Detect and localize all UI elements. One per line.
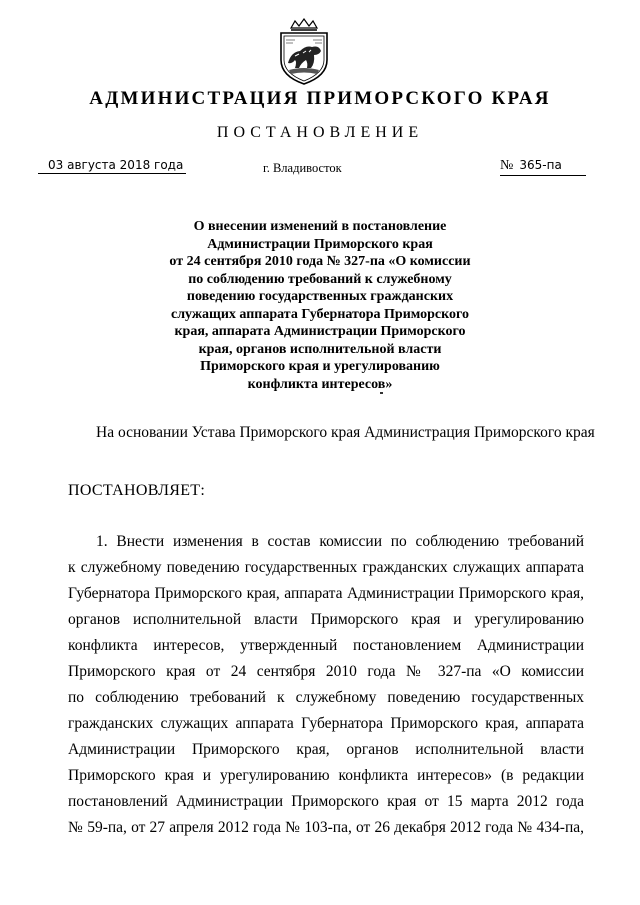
heading-line: Приморского края и урегулированию [200, 359, 440, 374]
paragraph-line: конфликта интересов, утвержденный постановлением Администрации [68, 637, 584, 654]
paragraph-line: Приморского края от 24 сентября 2010 года № 327-па «О комиссии [68, 663, 584, 680]
document-date: 03 августа 2018 года [38, 158, 186, 174]
paragraph-line: Губернатора Приморского края, аппарата Администрации Приморского края, [68, 585, 584, 602]
paragraph-line: постановлений Администрации Приморского края от 15 марта 2012 года [68, 793, 584, 810]
heading-line: О внесении изменений в постановление [193, 219, 447, 234]
heading-line: Администрации Приморского края [207, 236, 433, 252]
heading-line: от 24 сентября 2010 года № 327-па «О комиссии [169, 254, 471, 269]
ink-mark [380, 392, 383, 394]
paragraph-1 [68, 529, 584, 841]
paragraph-line: Приморского края и урегулированию конфликта интересов» (в редакции [68, 767, 584, 784]
decree-word: ПОСТАНОВЛЯЕТ: [68, 482, 206, 499]
document-number [500, 158, 586, 176]
number-value: 365-па [519, 158, 562, 172]
paragraph-line: № 59-па, от 27 апреля 2012 года № 103-па, от 26 декабря 2012 года № 434-па, [68, 819, 584, 836]
document-heading [120, 218, 520, 393]
heading-line: края, органов исполнительной власти [198, 341, 442, 357]
number-sign: № [500, 158, 514, 173]
paragraph-line: по соблюдению требований к служебному поведению государственных [68, 689, 584, 706]
paragraph-line: органов исполнительной власти Приморского края и урегулированию [68, 611, 584, 628]
heading-line: по соблюдению требований к служебному [188, 271, 452, 287]
paragraph-line: 1. Внести изменения в состав комиссии по соблюдению требований [96, 533, 584, 550]
heading-line: поведению государственных гражданских [186, 289, 454, 304]
organization-title: АДМИНИСТРАЦИЯ ПРИМОРСКОГО КРАЯ [89, 88, 551, 109]
paragraph-line: к служебному поведению государственных гражданских служащих аппарата [68, 559, 584, 576]
heading-line: края, аппарата Администрации Приморского [174, 324, 466, 339]
paragraph-line: гражданских служащих аппарата Губернатора Приморского края, аппарата [68, 715, 584, 732]
document-type: ПОСТАНОВЛЕНИЕ [216, 124, 424, 141]
paragraph-line: Администрации Приморского края, органов исполнительной власти [68, 741, 584, 758]
legal-basis-text: На основании Устава Приморского края Администрация Приморского края [96, 424, 595, 441]
coat-of-arms-emblem [273, 18, 335, 86]
heading-line: служащих аппарата Губернатора Приморского [170, 306, 469, 322]
document-city: г. Владивосток [263, 161, 342, 175]
heading-line: конфликта интересов» [247, 376, 393, 392]
